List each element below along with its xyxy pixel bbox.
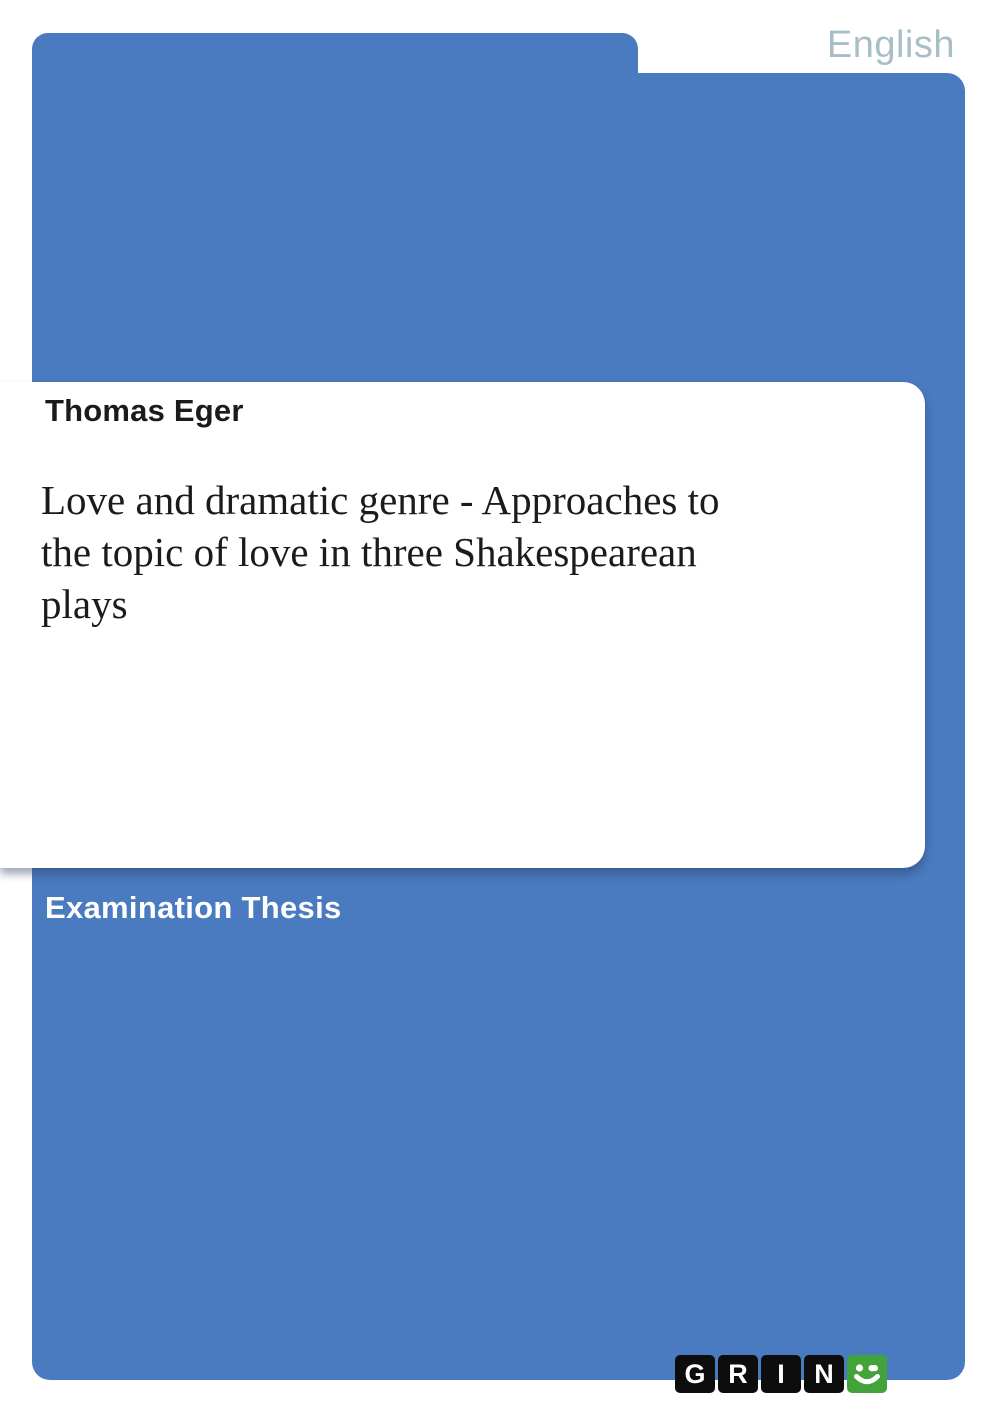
- title-line-1: Love and dramatic genre - Approaches to: [41, 477, 720, 523]
- winking-smiley-icon: [847, 1355, 887, 1393]
- logo-tile-i: [761, 1355, 801, 1393]
- grin-logo: [675, 1355, 887, 1393]
- author-name: Thomas Eger: [45, 393, 244, 428]
- logo-letter: N: [814, 1358, 834, 1389]
- logo-letter: R: [728, 1358, 748, 1389]
- logo-tile-smiley: [847, 1355, 887, 1393]
- title-line-2: the topic of love in three Shakespearean: [41, 529, 697, 575]
- title-card: [0, 382, 925, 868]
- logo-letter: I: [777, 1358, 785, 1389]
- logo-letter: G: [684, 1358, 706, 1389]
- logo-tile-n: [804, 1355, 844, 1393]
- language-label: English: [826, 24, 955, 66]
- document-title: [41, 474, 881, 630]
- logo-tile-r: [718, 1355, 758, 1393]
- logo-tile-g: [675, 1355, 715, 1393]
- title-line-3: plays: [41, 581, 128, 627]
- document-category: Examination Thesis: [45, 890, 342, 925]
